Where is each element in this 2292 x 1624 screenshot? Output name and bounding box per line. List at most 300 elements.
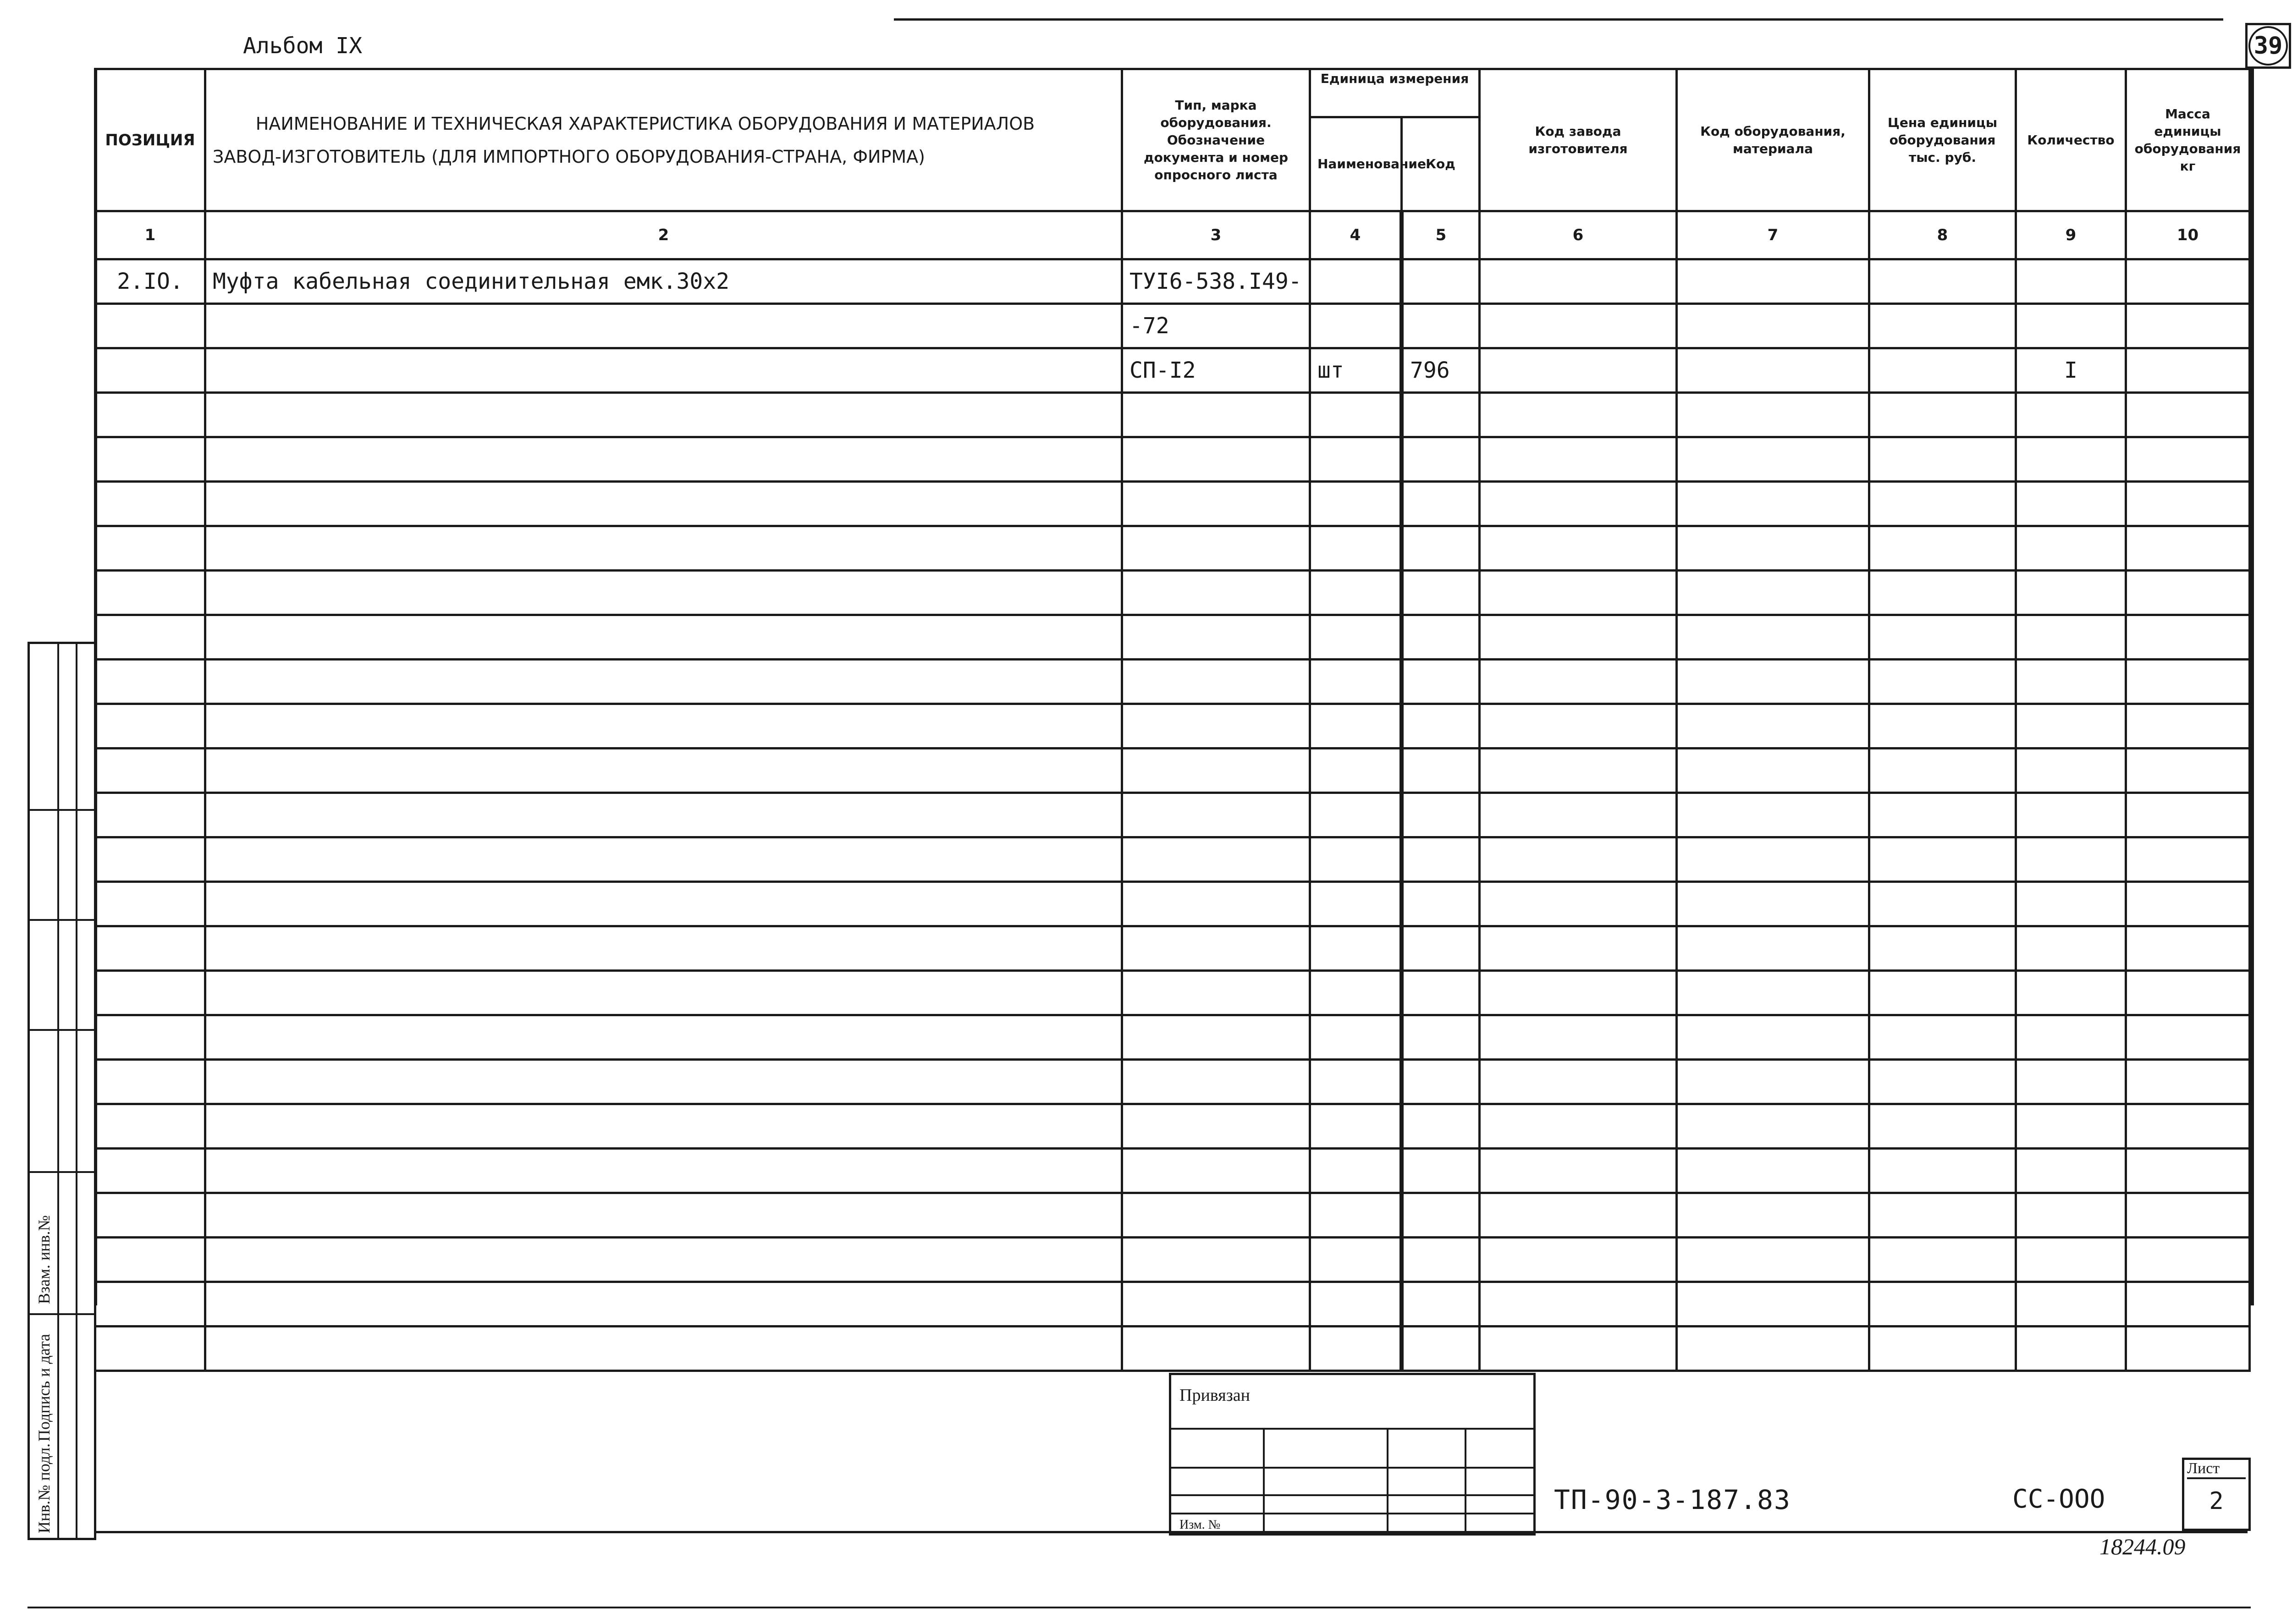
- table-cell: [1677, 348, 1869, 393]
- table-cell: [95, 304, 205, 348]
- table-cell: [205, 1015, 1122, 1060]
- table-cell: [95, 1104, 205, 1149]
- column-number: 4: [1310, 211, 1402, 259]
- table-cell: [1402, 971, 1480, 1015]
- table-cell: [1402, 482, 1480, 526]
- table-cell: [1677, 660, 1869, 704]
- table-cell: [1402, 793, 1480, 837]
- table-cell: [1677, 837, 1869, 882]
- table-cell: [2016, 615, 2126, 660]
- table-cell: [1310, 304, 1402, 348]
- table-cell: [1122, 1193, 1310, 1238]
- table-cell: [95, 571, 205, 615]
- table-cell: Муфта кабельная соединительная емк.30х2: [205, 259, 1122, 304]
- table-cell: [1869, 526, 2016, 571]
- stamp-divider: [1171, 1494, 1533, 1496]
- table-cell: [1480, 1149, 1677, 1193]
- table-cell: [95, 482, 205, 526]
- table-cell: [1122, 1104, 1310, 1149]
- table-cell: [205, 1060, 1122, 1104]
- table-cell: [2126, 259, 2250, 304]
- table-cell: [95, 437, 205, 482]
- table-cell: -72: [1122, 304, 1310, 348]
- table-cell: [1480, 704, 1677, 749]
- table-row: [95, 1015, 2250, 1060]
- table-cell: [1310, 971, 1402, 1015]
- side-divider: [57, 644, 59, 1538]
- table-cell: [2126, 1015, 2250, 1060]
- table-cell: [1310, 1327, 1402, 1371]
- table-cell: [1402, 259, 1480, 304]
- album-title: Альбом IX: [243, 33, 363, 59]
- side-divider: [30, 1029, 94, 1031]
- table-row: [95, 1238, 2250, 1282]
- table-cell: [95, 882, 205, 926]
- table-cell: [1480, 660, 1677, 704]
- col-equipment-code-header: Код оборудования, материала: [1677, 69, 1869, 211]
- table-cell: [1480, 526, 1677, 571]
- table-cell: [205, 1327, 1122, 1371]
- table-cell: [2016, 749, 2126, 793]
- table-cell: [1480, 837, 1677, 882]
- table-cell: [2016, 1238, 2126, 1282]
- table-cell: [2126, 837, 2250, 882]
- table-cell: [1677, 1104, 1869, 1149]
- table-cell: [2016, 482, 2126, 526]
- table-cell: [2126, 1193, 2250, 1238]
- table-cell: [205, 1149, 1122, 1193]
- table-cell: [2126, 304, 2250, 348]
- table-cell: [2126, 1327, 2250, 1371]
- table-cell: [1869, 837, 2016, 882]
- table-cell: [2016, 882, 2126, 926]
- table-row: [95, 1282, 2250, 1327]
- specification-table: [94, 68, 2251, 1372]
- sheet-number-box: [2245, 23, 2291, 69]
- table-cell: [95, 926, 205, 971]
- table-cell: [1122, 971, 1310, 1015]
- table-cell: [1122, 660, 1310, 704]
- table-cell: [205, 971, 1122, 1015]
- table-cell: [2016, 793, 2126, 837]
- table-cell: [95, 1327, 205, 1371]
- table-cell: [1402, 1104, 1480, 1149]
- col-factory-code-header: Код завода изготовителя: [1480, 69, 1677, 211]
- table-cell: [205, 882, 1122, 926]
- col-position-header: ПОЗИЦИЯ: [95, 69, 205, 211]
- table-cell: [2016, 971, 2126, 1015]
- table-cell: [1310, 926, 1402, 971]
- table-cell: [1869, 1104, 2016, 1149]
- table-row: [95, 882, 2250, 926]
- table-cell: [205, 615, 1122, 660]
- table-row: [95, 437, 2250, 482]
- table-cell: [1677, 304, 1869, 348]
- col-unit-name-header: Наименование: [1310, 117, 1402, 211]
- table-cell: [1869, 437, 2016, 482]
- table-cell: [2016, 571, 2126, 615]
- col-quantity-header: Количество: [2016, 69, 2126, 211]
- table-cell: [1480, 1104, 1677, 1149]
- table-cell: [2126, 1238, 2250, 1282]
- table-cell: [1677, 526, 1869, 571]
- stamp-divider: [1465, 1428, 1466, 1533]
- table-cell: [2126, 882, 2250, 926]
- table-cell: [1869, 926, 2016, 971]
- table-cell: [1480, 1193, 1677, 1238]
- table-cell: [1310, 615, 1402, 660]
- table-cell: [95, 1149, 205, 1193]
- table-cell: [1480, 348, 1677, 393]
- table-cell: [2126, 704, 2250, 749]
- column-number: 10: [2126, 211, 2250, 259]
- col-unit-code-header: Код: [1402, 117, 1480, 211]
- table-cell: [205, 304, 1122, 348]
- table-cell: [2126, 482, 2250, 526]
- table-row: [95, 1060, 2250, 1104]
- table-cell: [1480, 482, 1677, 526]
- table-cell: [1402, 704, 1480, 749]
- table-cell: [1677, 571, 1869, 615]
- table-cell: [1310, 1238, 1402, 1282]
- table-cell: [95, 526, 205, 571]
- table-cell: [1310, 437, 1402, 482]
- table-row: [95, 1104, 2250, 1149]
- col-name-header: [205, 69, 1122, 211]
- page-bottom-line: [28, 1607, 2251, 1608]
- table-cell: [1480, 393, 1677, 437]
- table-cell: [1869, 348, 2016, 393]
- table-cell: [1869, 1015, 2016, 1060]
- table-cell: [205, 837, 1122, 882]
- stamp-title: Привязан: [1179, 1386, 1250, 1405]
- table-cell: [1677, 615, 1869, 660]
- table-cell: [1677, 437, 1869, 482]
- table-cell: [1677, 1238, 1869, 1282]
- table-cell: [95, 749, 205, 793]
- table-cell: [1122, 1149, 1310, 1193]
- table-cell: [205, 1193, 1122, 1238]
- table-cell: [2126, 526, 2250, 571]
- table-cell: [1402, 1060, 1480, 1104]
- table-cell: [1402, 615, 1480, 660]
- col-name-header-line2: ЗАВОД-ИЗГОТОВИТЕЛЬ (ДЛЯ ИМПОРТНОГО ОБОРУДОВАНИЯ-СТРАНА, ФИРМА): [213, 146, 925, 167]
- column-number: 9: [2016, 211, 2126, 259]
- table-cell: [205, 526, 1122, 571]
- table-cell: [1310, 482, 1402, 526]
- stamp-divider: [1263, 1428, 1265, 1533]
- table-cell: [1480, 1060, 1677, 1104]
- table-cell: [1122, 837, 1310, 882]
- table-cell: [95, 837, 205, 882]
- table-cell: [1122, 393, 1310, 437]
- table-cell: [1310, 793, 1402, 837]
- table-cell: [1677, 882, 1869, 926]
- table-cell: ТУI6-538.I49-: [1122, 259, 1310, 304]
- table-cell: [2016, 660, 2126, 704]
- table-cell: [1310, 1193, 1402, 1238]
- table-cell: [1677, 1282, 1869, 1327]
- table-cell: [2016, 1193, 2126, 1238]
- table-cell: [1869, 704, 2016, 749]
- table-cell: [1122, 704, 1310, 749]
- table-cell: [1677, 482, 1869, 526]
- table-cell: [1402, 1282, 1480, 1327]
- table-cell: [1310, 704, 1402, 749]
- table-cell: [1480, 1282, 1677, 1327]
- table-cell: [95, 393, 205, 437]
- table-cell: [2126, 393, 2250, 437]
- table-row: [95, 837, 2250, 882]
- col-name-header-line1: НАИМЕНОВАНИЕ И ТЕХНИЧЕСКАЯ ХАРАКТЕРИСТИКА ОБОРУДОВАНИЯ И МАТЕРИАЛОВ: [255, 113, 1035, 134]
- table-cell: СП-I2: [1122, 348, 1310, 393]
- table-cell: [1869, 393, 2016, 437]
- table-cell: [1122, 793, 1310, 837]
- table-cell: [1122, 1060, 1310, 1104]
- stamp-divider: [1171, 1428, 1533, 1430]
- table-cell: [95, 1282, 205, 1327]
- table-row: [95, 348, 2250, 393]
- table-cell: [1122, 1238, 1310, 1282]
- table-cell: [1310, 526, 1402, 571]
- table-cell: [2016, 526, 2126, 571]
- table-cell: [1869, 793, 2016, 837]
- table-cell: [1402, 926, 1480, 971]
- table-row: [95, 660, 2250, 704]
- table-cell: [205, 704, 1122, 749]
- list-number: 2: [2209, 1487, 2224, 1515]
- table-cell: [95, 660, 205, 704]
- table-row: [95, 793, 2250, 837]
- table-cell: [1402, 1015, 1480, 1060]
- table-cell: [2016, 926, 2126, 971]
- table-cell: [1310, 1104, 1402, 1149]
- table-row: [95, 393, 2250, 437]
- table-cell: [95, 1015, 205, 1060]
- table-cell: [2126, 615, 2250, 660]
- sheet-number: 39: [2248, 26, 2288, 66]
- table-cell: [95, 704, 205, 749]
- table-cell: [1480, 793, 1677, 837]
- table-cell: [1402, 1193, 1480, 1238]
- table-row: [95, 1193, 2250, 1238]
- table-cell: [2016, 1327, 2126, 1371]
- inventory-number: 18244.09: [2099, 1534, 2186, 1559]
- table-cell: [205, 749, 1122, 793]
- table-cell: [1310, 1015, 1402, 1060]
- table-cell: [2126, 437, 2250, 482]
- table-cell: [2016, 1104, 2126, 1149]
- table-cell: [1122, 571, 1310, 615]
- table-cell: [2016, 1060, 2126, 1104]
- table-cell: [1677, 793, 1869, 837]
- side-label-vzam-inv: Взам. инв.№: [35, 1215, 53, 1304]
- table-cell: [1122, 437, 1310, 482]
- table-cell: I: [2016, 348, 2126, 393]
- table-cell: [205, 1238, 1122, 1282]
- table-cell: [2126, 1149, 2250, 1193]
- table-cell: [1869, 1282, 2016, 1327]
- unit-group-header: Единица измерения: [1310, 69, 1480, 117]
- table-cell: [2126, 571, 2250, 615]
- table-cell: [1402, 526, 1480, 571]
- table-cell: [205, 1104, 1122, 1149]
- table-cell: [1310, 393, 1402, 437]
- table-cell: [2016, 1149, 2126, 1193]
- table-cell: [1677, 259, 1869, 304]
- table-cell: [1480, 259, 1677, 304]
- table-row: [95, 1327, 2250, 1371]
- table-cell: [1869, 749, 2016, 793]
- table-cell: [2016, 1015, 2126, 1060]
- table-cell: [2016, 437, 2126, 482]
- table-cell: [205, 393, 1122, 437]
- table-cell: [1402, 882, 1480, 926]
- column-number: 5: [1402, 211, 1480, 259]
- table-cell: [1480, 437, 1677, 482]
- table-cell: [1402, 749, 1480, 793]
- table-cell: шт: [1310, 348, 1402, 393]
- table-cell: [1869, 482, 2016, 526]
- table-cell: [1869, 259, 2016, 304]
- table-cell: [2126, 1282, 2250, 1327]
- table-cell: [1310, 571, 1402, 615]
- header-row: [95, 69, 2250, 117]
- column-number: 6: [1480, 211, 1677, 259]
- table-cell: [2126, 348, 2250, 393]
- table-cell: [1677, 1149, 1869, 1193]
- table-cell: [95, 348, 205, 393]
- table-cell: [1869, 882, 2016, 926]
- side-divider: [76, 644, 77, 1538]
- table-cell: [2126, 971, 2250, 1015]
- table-cell: [1402, 571, 1480, 615]
- table-cell: [1869, 571, 2016, 615]
- table-cell: [1869, 1060, 2016, 1104]
- table-cell: [1122, 1015, 1310, 1060]
- table-row: [95, 526, 2250, 571]
- table-cell: [1480, 926, 1677, 971]
- stamp-divider: [1171, 1467, 1533, 1469]
- table-cell: [205, 571, 1122, 615]
- binding-stamp: [1169, 1373, 1536, 1536]
- table-cell: [1677, 1193, 1869, 1238]
- table-cell: [1677, 1060, 1869, 1104]
- table-row: [95, 1149, 2250, 1193]
- table-cell: [1402, 437, 1480, 482]
- table-cell: [1677, 749, 1869, 793]
- table-cell: [1122, 882, 1310, 926]
- table-cell: [1122, 482, 1310, 526]
- table-cell: [1122, 1282, 1310, 1327]
- table-cell: [2126, 926, 2250, 971]
- table-cell: [1310, 837, 1402, 882]
- table-cell: [205, 660, 1122, 704]
- table-cell: [1122, 1327, 1310, 1371]
- table-cell: [1402, 660, 1480, 704]
- table-cell: [205, 1282, 1122, 1327]
- table-cell: [95, 1193, 205, 1238]
- table-cell: [1677, 1327, 1869, 1371]
- table-cell: [2016, 304, 2126, 348]
- table-cell: [2126, 793, 2250, 837]
- table-row: [95, 259, 2250, 304]
- table-cell: [205, 926, 1122, 971]
- table-cell: [95, 793, 205, 837]
- table-cell: [1677, 393, 1869, 437]
- table-cell: [1869, 615, 2016, 660]
- table-cell: [2126, 660, 2250, 704]
- table-cell: [205, 793, 1122, 837]
- table-cell: [1310, 259, 1402, 304]
- table-cell: [1402, 1149, 1480, 1193]
- table-cell: [1869, 1327, 2016, 1371]
- table-cell: [1122, 749, 1310, 793]
- column-number-row: [95, 211, 2250, 259]
- table-body: [95, 259, 2250, 1371]
- table-cell: [1122, 926, 1310, 971]
- table-cell: [1310, 1149, 1402, 1193]
- table-cell: [1310, 882, 1402, 926]
- document-code: ТП-90-3-187.83: [1554, 1484, 1791, 1515]
- table-cell: [1869, 1238, 2016, 1282]
- column-number: 2: [205, 211, 1122, 259]
- side-label-inv-podl: Инв.№ подл.: [35, 1443, 53, 1533]
- table-cell: [205, 348, 1122, 393]
- table-cell: [205, 482, 1122, 526]
- table-cell: [1480, 1327, 1677, 1371]
- table-row: [95, 304, 2250, 348]
- table-cell: [1310, 1282, 1402, 1327]
- list-box: [2182, 1458, 2251, 1531]
- table-cell: [1480, 971, 1677, 1015]
- table-cell: [2016, 837, 2126, 882]
- table-cell: [1869, 971, 2016, 1015]
- col-mass-header: Масса единицы оборудования кг: [2126, 69, 2250, 211]
- table-row: [95, 749, 2250, 793]
- table-cell: [1480, 304, 1677, 348]
- table-row: [95, 571, 2250, 615]
- table-cell: [205, 437, 1122, 482]
- side-approval-stamp: [28, 642, 96, 1540]
- table-cell: [1869, 660, 2016, 704]
- column-number: 7: [1677, 211, 1869, 259]
- table-cell: [1402, 304, 1480, 348]
- col-type-header: Тип, марка оборудования. Обозначение документа и номер опросного листа: [1122, 69, 1310, 211]
- table-cell: [1677, 926, 1869, 971]
- stamp-izm-label: Изм. №: [1179, 1518, 1221, 1532]
- stamp-divider: [1171, 1513, 1533, 1514]
- table-cell: [2016, 704, 2126, 749]
- col-price-header: Цена единицы оборудования тыс. руб.: [1869, 69, 2016, 211]
- table-cell: [1480, 615, 1677, 660]
- stamp-divider: [1387, 1428, 1388, 1533]
- table-cell: 796: [1402, 348, 1480, 393]
- column-number: 1: [95, 211, 205, 259]
- table-row: [95, 482, 2250, 526]
- table-cell: [1310, 1060, 1402, 1104]
- table-cell: [1402, 837, 1480, 882]
- table-cell: [1310, 660, 1402, 704]
- table-cell: [1869, 1149, 2016, 1193]
- table-cell: [1677, 704, 1869, 749]
- table-row: [95, 615, 2250, 660]
- table-cell: [1402, 1238, 1480, 1282]
- table-cell: [2126, 1060, 2250, 1104]
- table-cell: [1677, 971, 1869, 1015]
- table-cell: [1122, 526, 1310, 571]
- column-number: 8: [1869, 211, 2016, 259]
